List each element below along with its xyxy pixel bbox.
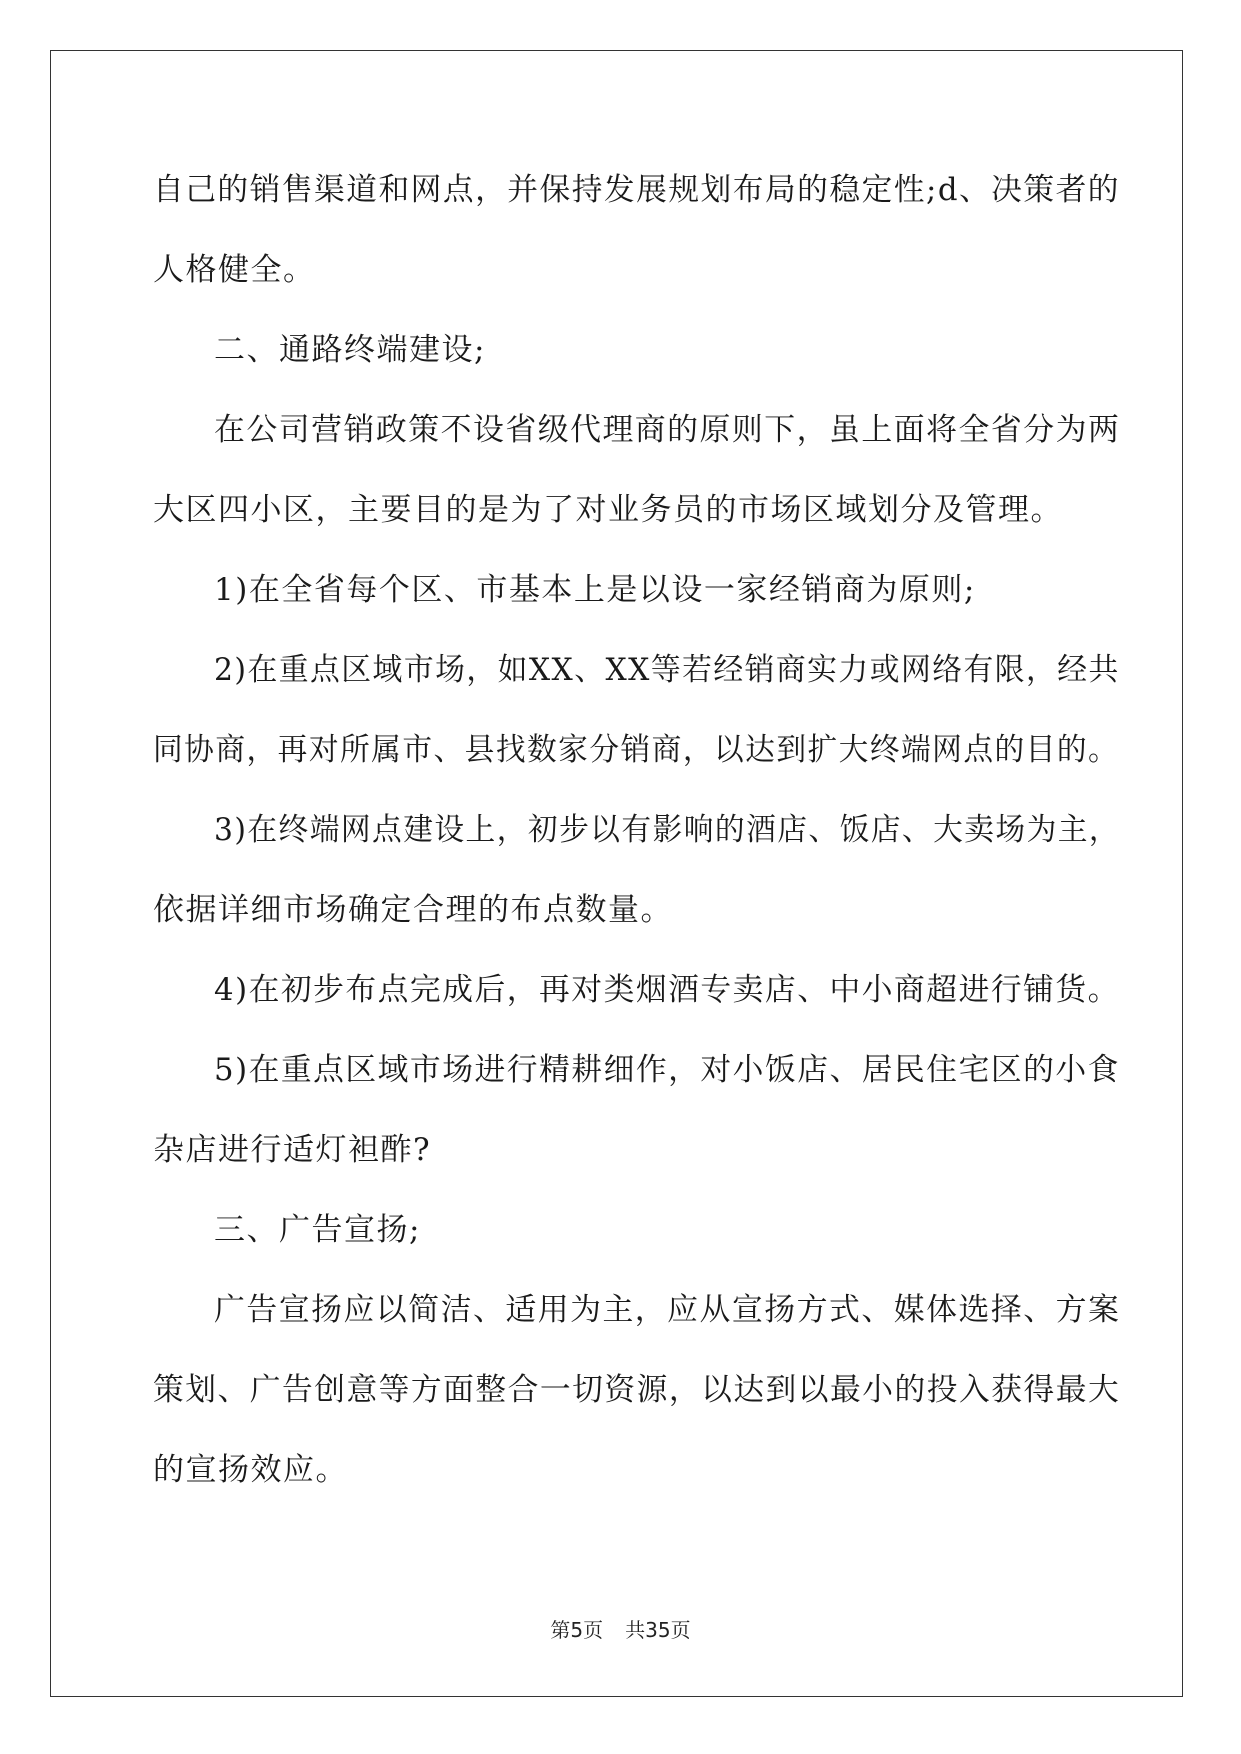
list-item: 5)在重点区域市场进行精耕细作，对小饭店、居民住宅区的小食	[214, 1052, 1120, 1088]
section-heading: 三、广告宣扬;	[214, 1212, 421, 1248]
page-number: 第5页	[550, 1618, 604, 1642]
section-heading: 二、通路终端建设;	[214, 332, 486, 368]
list-item: 3)在终端网点建设上，初步以有影响的酒店、饭店、大卖场为主，	[214, 812, 1121, 848]
page-footer	[0, 1614, 1241, 1643]
body-text-line: 策划、广告创意等方面整合一切资源，以达到以最小的投入获得最大	[153, 1372, 1121, 1408]
body-text-line: 人格健全。	[153, 252, 316, 288]
body-text-line: 大区四小区，主要目的是为了对业务员的市场区域划分及管理。	[153, 492, 1063, 528]
body-text-line: 在公司营销政策不设省级代理商的原则下，虽上面将全省分为两	[214, 412, 1121, 448]
body-text-line: 同协商，再对所属市、县找数家分销商，以达到扩大终端网点的目的。	[153, 732, 1120, 768]
total-pages: 共35页	[625, 1618, 691, 1642]
body-text-line: 依据详细市场确定合理的布点数量。	[153, 892, 673, 928]
list-item: 1)在全省每个区、市基本上是以设一家经销商为原则;	[214, 572, 976, 608]
body-text-line: 杂店进行适灯袒酢?	[153, 1132, 432, 1168]
body-text-line: 的宣扬效应。	[153, 1452, 348, 1488]
body-text-line: 自己的销售渠道和网点，并保持发展规划布局的稳定性;d、决策者的	[153, 172, 1121, 208]
list-item: 2)在重点区域市场，如XX、XX等若经销商实力或网络有限，经共	[214, 652, 1120, 688]
list-item: 4)在初步布点完成后，再对类烟酒专卖店、中小商超进行铺货。	[214, 972, 1120, 1008]
body-text-line: 广告宣扬应以简洁、适用为主，应从宣扬方式、媒体选择、方案	[214, 1292, 1121, 1328]
